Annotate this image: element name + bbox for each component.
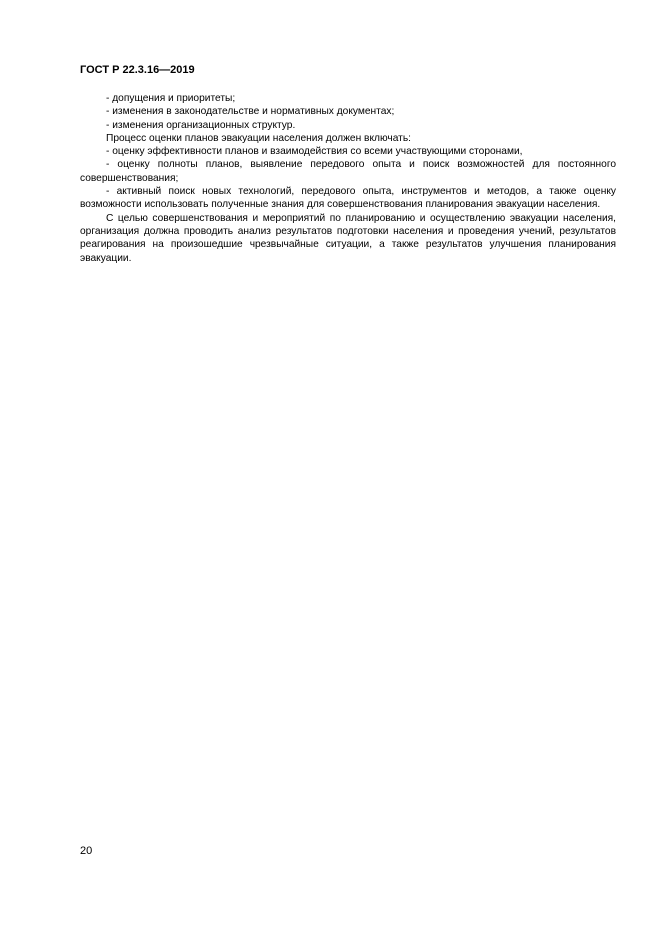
list-item: - допущения и приоритеты; — [106, 93, 236, 104]
document-code: ГОСТ Р 22.3.16—2019 — [80, 64, 195, 76]
list-item: - оценку эффективности планов и взаимодействия со всеми участвующими сторонами, — [106, 146, 523, 158]
document-body — [80, 92, 616, 265]
paragraph: Процесс оценки планов эвакуации населения должен включать: — [106, 132, 411, 144]
list-item: - изменения организационных структур. — [106, 119, 296, 131]
list-item: - оценку полноты планов, выявление передового опыта и поиск возможностей для постоянного совершенствования; — [80, 159, 616, 184]
list-item: - изменения в законодательстве и нормативных документах; — [106, 106, 395, 118]
list-item: - активный поиск новых технологий, передового опыта, инструментов и методов, а также оценку возможности использовать полученные знания для совершенствования планирования эвакуации населения. — [80, 186, 616, 211]
page-number: 20 — [80, 845, 93, 857]
paragraph: С целью совершенствования и мероприятий по планированию и осуществлению эвакуации населения, организация должна проводить анализ результатов подготовки населения и проведения учений, результатов реагирования на произошедшие чрезвычайные ситуации, а также результатов улучшения планирования эвакуации. — [80, 212, 616, 264]
